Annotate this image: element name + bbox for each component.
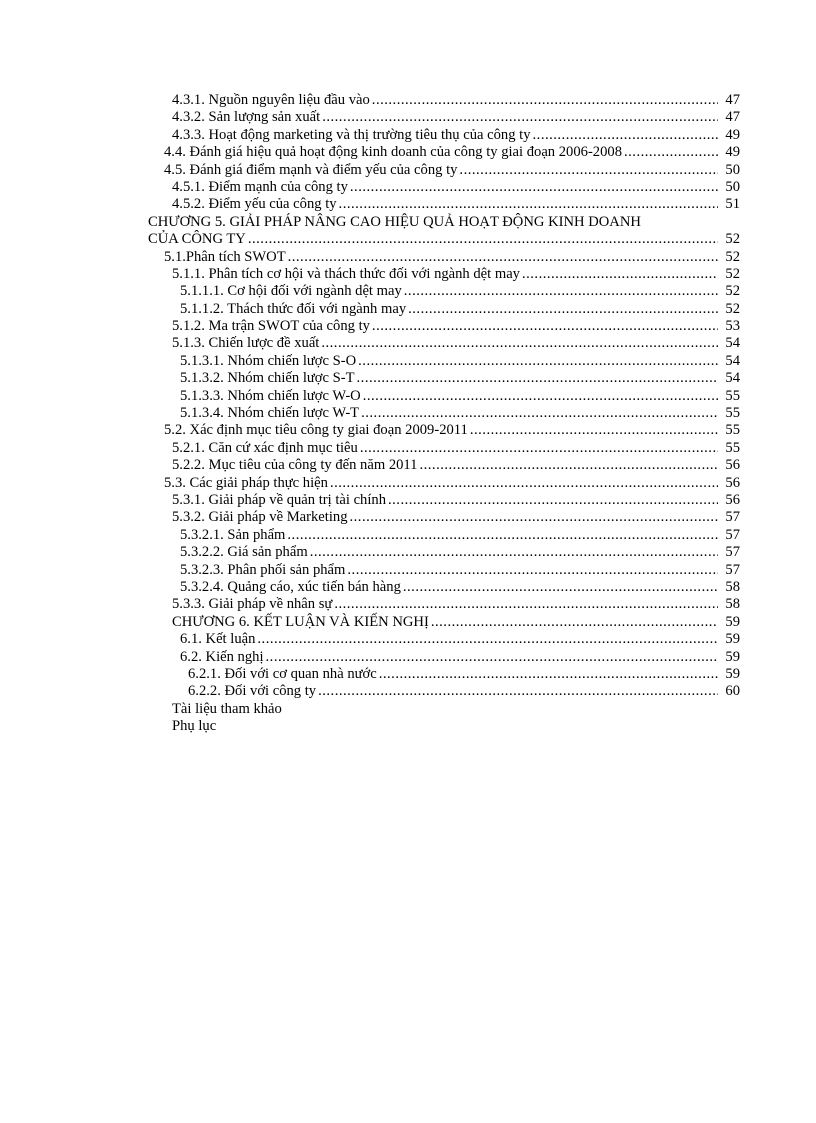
toc-dot-leader xyxy=(288,249,718,266)
toc-entry[interactable] xyxy=(172,196,740,213)
toc-dot-leader xyxy=(330,475,718,492)
toc-entry[interactable] xyxy=(172,335,740,352)
toc-page-number: 56 xyxy=(725,491,740,508)
toc-entry-title: 6.2. Kiến nghị xyxy=(180,648,264,665)
toc-entry[interactable] xyxy=(164,162,740,179)
toc-dot-leader xyxy=(408,301,718,318)
toc-entry-title: 4.5.2. Điểm yếu của công ty xyxy=(172,196,337,213)
toc-entry[interactable] xyxy=(180,388,740,405)
toc-entry-title: 5.1.3. Chiến lược đề xuất xyxy=(172,335,320,352)
toc-page-number: 49 xyxy=(725,144,740,161)
toc-entry-title: 5.1.2. Ma trận SWOT của công ty xyxy=(172,318,370,335)
toc-dot-leader xyxy=(358,353,718,370)
toc-entry[interactable] xyxy=(172,266,740,283)
toc-entry-title: 5.2.2. Mục tiêu của công ty đến năm 2011 xyxy=(172,457,418,474)
toc-entry-title: 5.3.2.4. Quảng cáo, xúc tiến bán hàng xyxy=(180,578,401,595)
toc-entry-title: 5.3.2.1. Sản phẩm xyxy=(180,526,286,543)
toc-page-number: 55 xyxy=(725,387,740,404)
toc-dot-leader xyxy=(322,109,718,126)
toc-dot-leader xyxy=(350,179,718,196)
toc-page-number: 54 xyxy=(725,335,740,352)
toc-dot-leader xyxy=(372,92,718,109)
toc-entry[interactable] xyxy=(172,92,740,109)
toc-entry[interactable] xyxy=(172,596,740,613)
toc-dot-leader xyxy=(459,162,718,179)
toc-entry-title: 4.5. Đánh giá điểm mạnh và điểm yếu của công ty xyxy=(164,161,458,178)
toc-entry-title: 5.1.3.1. Nhóm chiến lược S-O xyxy=(180,352,357,369)
toc-entry[interactable] xyxy=(164,422,740,439)
toc-dot-leader xyxy=(248,231,718,248)
toc-entry-title: 5.2. Xác định mục tiêu công ty giai đoạn 2009-2011 xyxy=(164,422,468,439)
toc-dot-leader xyxy=(419,457,718,474)
toc-page-number: 50 xyxy=(725,178,740,195)
toc-dot-leader xyxy=(357,370,718,387)
toc-dot-leader xyxy=(363,388,718,405)
toc-entry-title: 5.1.3.4. Nhóm chiến lược W-T xyxy=(180,405,360,422)
toc-page-number: 59 xyxy=(725,648,740,665)
toc-entry[interactable] xyxy=(172,457,740,474)
toc-entry[interactable] xyxy=(172,318,740,335)
toc-dot-leader xyxy=(310,544,718,561)
toc-entry-title: 4.4. Đánh giá hiệu quả hoạt động kinh doanh của công ty giai đoạn 2006-2008 xyxy=(164,144,622,161)
toc-page-number: 52 xyxy=(725,265,740,282)
toc-page-number: 59 xyxy=(725,665,740,682)
toc-page-number: 58 xyxy=(725,596,740,613)
table-of-contents xyxy=(0,92,816,735)
toc-entry[interactable] xyxy=(148,231,740,248)
toc-dot-leader xyxy=(266,649,718,666)
toc-entry-title: 5.3.2.2. Giá sản phẩm xyxy=(180,544,308,561)
toc-entry[interactable] xyxy=(172,179,740,196)
toc-entry-title: 4.3.2. Sản lượng sản xuất xyxy=(172,109,321,126)
toc-entry-title: CỦA CÔNG TY xyxy=(148,231,246,248)
toc-entry[interactable] xyxy=(172,718,740,735)
toc-entry-title: 6.2.1. Đối với cơ quan nhà nước xyxy=(188,665,377,682)
toc-entry[interactable] xyxy=(164,144,740,161)
toc-entry[interactable] xyxy=(172,509,740,526)
toc-entry-title: 4.3.3. Hoạt động marketing và thị trường tiêu thụ của công ty xyxy=(172,126,531,143)
toc-entry-title: 5.1.3.2. Nhóm chiến lược S-T xyxy=(180,370,355,387)
toc-entry[interactable] xyxy=(180,301,740,318)
toc-entry-title: CHƯƠNG 6. KẾT LUẬN VÀ KIẾN NGHỊ xyxy=(172,613,429,630)
toc-entry-title: 5.2.1. Căn cứ xác định mục tiêu xyxy=(172,439,358,456)
toc-page-number: 55 xyxy=(725,405,740,422)
toc-page-number: 53 xyxy=(725,318,740,335)
toc-page-number: 59 xyxy=(725,613,740,630)
toc-page-number: 57 xyxy=(725,561,740,578)
toc-entry-title: 6.1. Kết luận xyxy=(180,631,256,648)
toc-entry[interactable] xyxy=(180,405,740,422)
toc-entry-title: 5.1.1.1. Cơ hội đối với ngành dệt may xyxy=(180,283,402,300)
toc-page-number: 59 xyxy=(725,631,740,648)
toc-dot-leader xyxy=(321,335,718,352)
toc-dot-leader xyxy=(257,631,718,648)
toc-entry-title: 4.5.1. Điểm mạnh của công ty xyxy=(172,178,348,195)
toc-entry[interactable] xyxy=(180,579,740,596)
toc-page-number: 54 xyxy=(725,352,740,369)
toc-page-number: 47 xyxy=(725,109,740,126)
toc-dot-leader xyxy=(318,683,718,700)
toc-dot-leader xyxy=(431,614,718,631)
toc-page-number: 52 xyxy=(725,231,740,248)
toc-entry[interactable] xyxy=(180,527,740,544)
toc-dot-leader xyxy=(347,562,718,579)
toc-entry[interactable] xyxy=(172,614,740,631)
toc-page-number: 55 xyxy=(725,422,740,439)
toc-entry[interactable] xyxy=(172,109,740,126)
toc-page-number: 60 xyxy=(725,683,740,700)
toc-entry[interactable] xyxy=(180,370,740,387)
toc-entry-title: 5.1.1. Phân tích cơ hội và thách thức đối với ngành dệt may xyxy=(172,265,520,282)
toc-entry[interactable] xyxy=(164,249,740,266)
toc-dot-leader xyxy=(334,596,718,613)
toc-dot-leader xyxy=(522,266,718,283)
toc-entry-title: 5.1.1.2. Thách thức đối với ngành may xyxy=(180,300,407,317)
toc-dot-leader xyxy=(287,527,718,544)
toc-dot-leader xyxy=(470,422,718,439)
toc-entry[interactable] xyxy=(180,562,740,579)
toc-entry[interactable] xyxy=(172,492,740,509)
toc-dot-leader xyxy=(403,579,718,596)
toc-entry[interactable] xyxy=(180,631,740,648)
toc-dot-leader xyxy=(404,283,718,300)
toc-page-number: 52 xyxy=(725,283,740,300)
toc-dot-leader xyxy=(379,666,718,683)
toc-entry[interactable] xyxy=(172,440,740,457)
toc-dot-leader xyxy=(339,196,718,213)
toc-dot-leader xyxy=(388,492,718,509)
toc-dot-leader xyxy=(372,318,718,335)
toc-page-number: 50 xyxy=(725,161,740,178)
toc-entry[interactable] xyxy=(172,127,740,144)
toc-page-number: 47 xyxy=(725,92,740,108)
toc-entry[interactable] xyxy=(180,283,740,300)
toc-dot-leader xyxy=(361,405,718,422)
toc-entry[interactable] xyxy=(180,649,740,666)
toc-entry[interactable] xyxy=(188,666,740,683)
toc-page-number: 57 xyxy=(725,509,740,526)
toc-entry-title: 5.3.3. Giải pháp về nhân sự xyxy=(172,596,333,613)
toc-page-number: 57 xyxy=(725,544,740,561)
toc-dot-leader xyxy=(360,440,718,457)
toc-page-number: 57 xyxy=(725,526,740,543)
toc-entry[interactable] xyxy=(172,701,740,718)
toc-page-number: 52 xyxy=(725,248,740,265)
toc-dot-leader xyxy=(624,144,718,161)
toc-page-number: 56 xyxy=(725,474,740,491)
toc-page-number: 54 xyxy=(725,370,740,387)
toc-entry-title: 4.3.1. Nguồn nguyên liệu đầu vào xyxy=(172,92,370,108)
toc-dot-leader xyxy=(350,509,719,526)
toc-entry-title: 5.1.Phân tích SWOT xyxy=(164,248,286,265)
toc-dot-leader xyxy=(533,127,718,144)
toc-entry-title: 5.1.3.3. Nhóm chiến lược W-O xyxy=(180,387,361,404)
toc-entry[interactable] xyxy=(180,544,740,561)
toc-entry-title: 5.3.2.3. Phân phối sản phẩm xyxy=(180,561,346,578)
toc-entry[interactable] xyxy=(164,475,740,492)
toc-entry-title: 5.3. Các giải pháp thực hiện xyxy=(164,474,328,491)
toc-entry[interactable] xyxy=(148,214,740,231)
toc-entry-title: Tài liệu tham khảo xyxy=(172,700,282,717)
toc-page-number: 52 xyxy=(725,300,740,317)
toc-page-number: 49 xyxy=(725,126,740,143)
toc-entry-title: 6.2.2. Đối với công ty xyxy=(188,683,317,700)
toc-page-number: 56 xyxy=(725,457,740,474)
toc-entry-title: 5.3.1. Giải pháp về quản trị tài chính xyxy=(172,491,386,508)
toc-entry[interactable] xyxy=(188,683,740,700)
toc-page-number: 55 xyxy=(725,439,740,456)
toc-entry-title: CHƯƠNG 5. GIẢI PHÁP NÂNG CAO HIỆU QUẢ HOẠT ĐỘNG KINH DOANH xyxy=(148,213,641,230)
toc-entry[interactable] xyxy=(180,353,740,370)
toc-page-number: 51 xyxy=(725,196,740,213)
toc-page-number: 58 xyxy=(725,578,740,595)
toc-entry-title: Phụ lục xyxy=(172,718,217,735)
toc-entry-title: 5.3.2. Giải pháp về Marketing xyxy=(172,509,348,526)
